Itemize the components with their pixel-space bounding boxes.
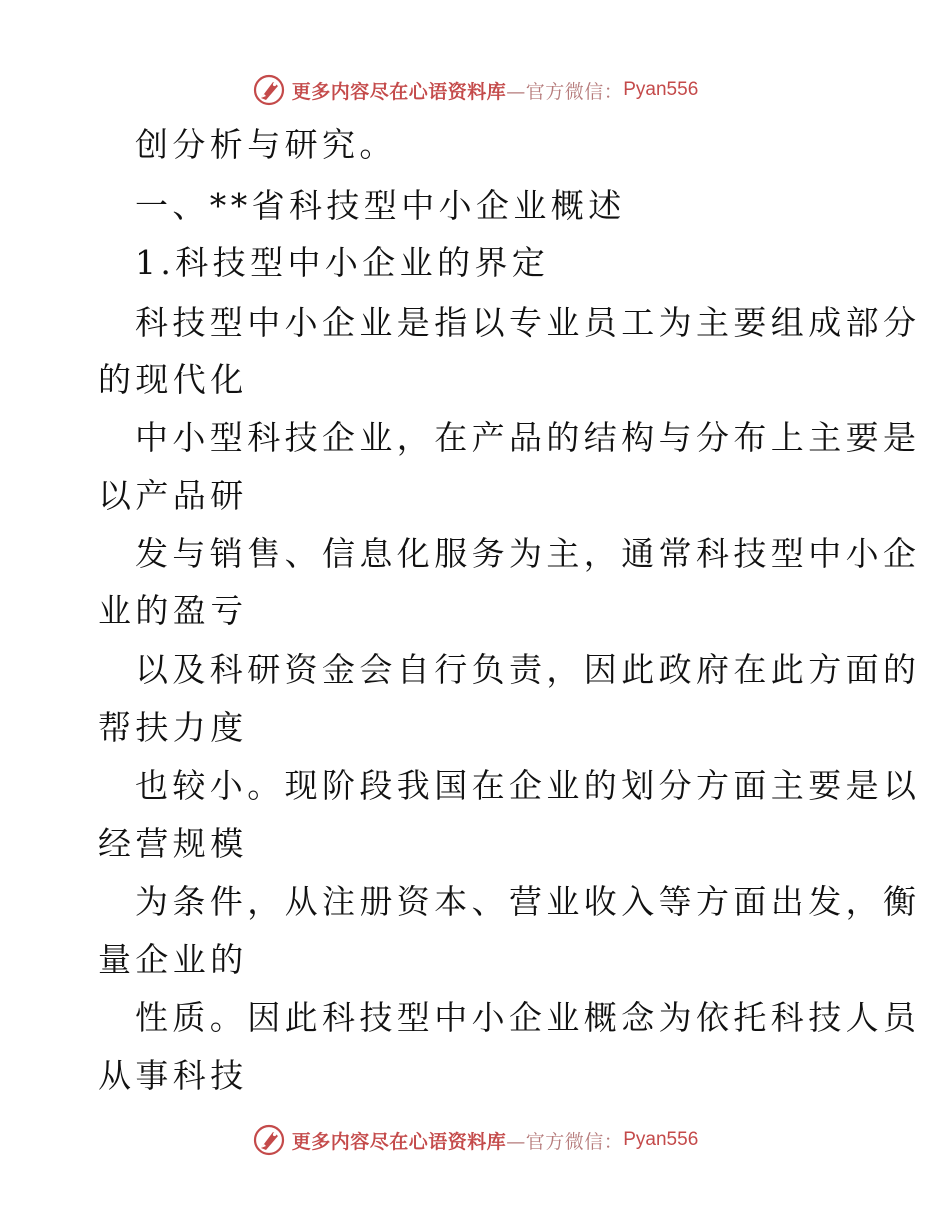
body-line: 性质。因此科技型中小企业概念为依托科技人员 xyxy=(135,998,921,1037)
body-line: 的现代化 xyxy=(98,360,248,399)
header-banner-separator: —官方微信： xyxy=(506,80,624,103)
body-line: 帮扶力度 xyxy=(98,708,248,747)
footer-banner-separator: —官方微信： xyxy=(506,1130,624,1153)
header-banner-text: 更多内容尽在心语资料库 xyxy=(291,80,507,103)
body-line: 业的盈亏 xyxy=(98,591,248,630)
footer-banner xyxy=(0,1120,950,1160)
footer-banner-text: 更多内容尽在心语资料库 xyxy=(291,1130,507,1153)
body-line: 科技型中小企业是指以专业员工为主要组成部分 xyxy=(135,303,921,342)
body-line: 以产品研 xyxy=(98,476,248,515)
pen-nib-circle-icon xyxy=(252,73,286,107)
body-line: 创分析与研究。 xyxy=(135,125,397,164)
header-banner xyxy=(0,70,950,110)
header-wechat-id: Pyan556 xyxy=(623,79,699,100)
body-line: 1.科技型中小企业的界定 xyxy=(135,243,550,282)
footer-wechat-id: Pyan556 xyxy=(623,1129,699,1150)
body-line: 从事科技 xyxy=(98,1056,248,1095)
body-line: 也较小。现阶段我国在企业的划分方面主要是以 xyxy=(135,766,921,805)
body-line: 发与销售、信息化服务为主，通常科技型中小企 xyxy=(135,534,921,573)
body-line: 量企业的 xyxy=(98,940,248,979)
body-line: 以及科研资金会自行负责，因此政府在此方面的 xyxy=(135,650,921,689)
body-line: 为条件，从注册资本、营业收入等方面出发，衡 xyxy=(135,882,921,921)
pen-nib-circle-icon xyxy=(252,1123,286,1157)
body-line: 经营规模 xyxy=(98,824,248,863)
body-line: 中小型科技企业，在产品的结构与分布上主要是 xyxy=(135,418,921,457)
body-line: 一、**省科技型中小企业概述 xyxy=(135,186,626,225)
